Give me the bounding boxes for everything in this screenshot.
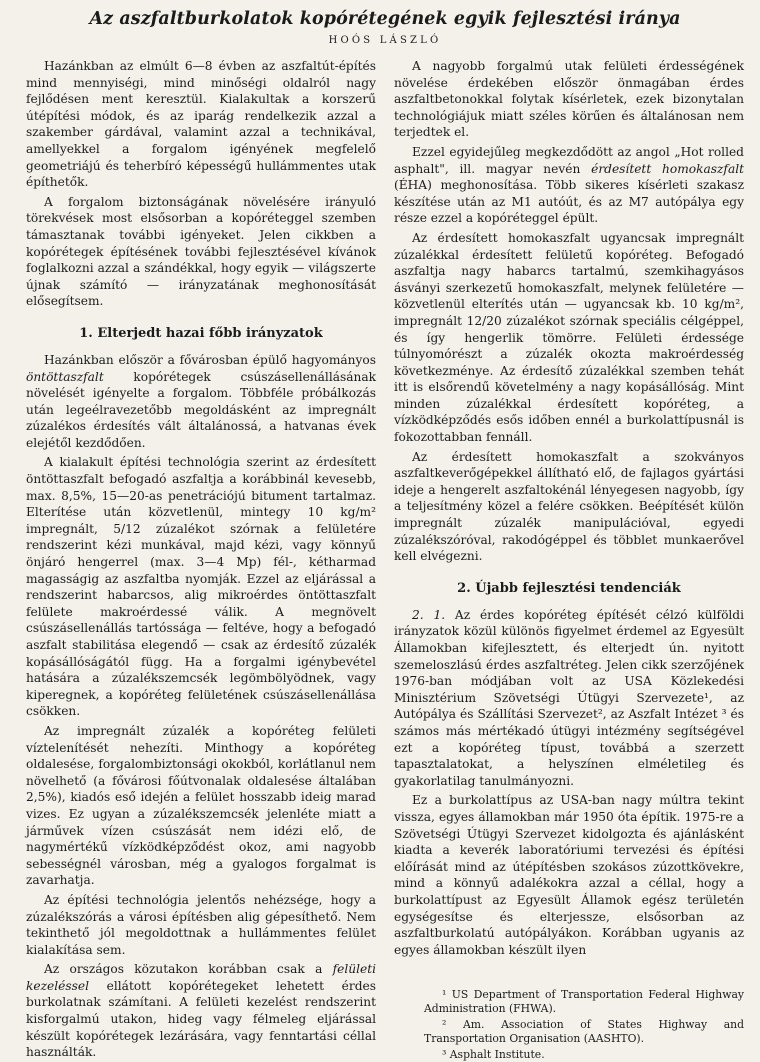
paragraph: Az impregnált zúzalék a kopóréteg felületi víztelenítését nehezíti. Minthogy a kopóréteg oldalesése, forgalombiztonsági okokból, korlátlanul nem növelhető (a fővárosi főútvonalak oldalesése általában 2,5%), kiadós eső idején a felület hosszabb ideig marad vizes. Ez ugyan a zúzalékszemcsék jelenléte miatt a járművek vízen csúszását nem idézi elő, de nagymértékű vízködképződést okoz, ami nagyobb sebességnél városban, még a gyalogos forgalmat is zavarhatja. xyxy=(26,723,376,888)
section-heading: 1. Elterjedt hazai főbb irányzatok xyxy=(79,325,323,341)
paragraph: 2. 1. Az érdes kopóréteg építését célzó külföldi irányzatok közül különös figyelmet érdemel az Egyesült Államokban kifejlesztett, és elterjedt ún. nyitott szemeloszlású érdes aszfaltréteg. Jelen cikk szerzőjének 1976-ban módjában volt az USA Közlekedési Minisztérium Szövetségi Útügyi Szervezete¹, az Autópálya és Szállítási Szervezet², az Aszfalt Intézet ³ és számos más mértékadó útügyi intézmény segítségével ezt a kopóréteg típust, továbbá a szerzett tapasztalatokat, a helyszínen elméletileg és gyakorlatilag tanulmányozni. xyxy=(394,607,744,788)
paragraph: Az érdesített homokaszfalt a szokványos aszfaltkeverőgépekkel állítható elő, de fajlagos gyártási ideje a hengerelt aszfaltokénál lényegesen nagyobb, így a teljesítmény közel a felére csökken. Beépítését külön impregnált zúzalék manipulációval, egyedi zúzalékszóróval, rakodógéppel és többlet munkaerővel kell elvégezni. xyxy=(394,449,744,564)
paragraph: Hazánkban az elmúlt 6—8 évben az aszfaltút-építés mind mennyiségi, mind minőségi oldalról nagy fejlődésen ment keresztül. Kialakultak a korszerű útépítési módok, és az iparág rendelkezik azzal a szakember gárdával, valamint azzal a technikával, amellyekkel a forgalom igényének megfelelő geometriájú és teherbíró képességű hullámmentes utak építhetők. xyxy=(26,59,376,190)
section-heading: 2. Újabb fejlesztési tendenciák xyxy=(457,580,681,596)
paragraph: Az építési technológia jelentős nehézsége, hogy a zúzalékszórás a városi építésben alig gépesíthető. Nem tekinthető jól megoldottnak a hullámmentes felület kialakítása sem. xyxy=(26,892,376,957)
right-column xyxy=(394,58,744,1062)
paragraph: A kialakult építési technológia szerint az érdesített öntöttaszfalt befogadó aszfaltja a korábbinál kevesebb, max. 8,5%, 15—20-as penetrációjú bitument tartalmaz. Elterítése után közvetlenül, mintegy 10 kg/m² impregnált, 5/12 zúzalékot szórnak a felületére rendszerint kézi munkával, majd kézi, vagy könnyű önjáró hengerrel (max. 3—4 Mp) fél-, kétharmad magasságig az aszfaltba nyomják. Ezzel az eljárással a rendszerint habarcsos, alig mikroérdes öntöttaszfalt felülete makroérdessé válik. A megnövelt csúszásellenállás tartóssága — feltéve, hogy a befogadó aszfalt stabilitása elegendő — csak az érdesítő zúzalék kopásállóságától függ. Ha a forgalmi igénybevétel hatására a zúzalékszemcsék legömbölyödnek, vagy kiperegnek, a kopóréteg felületének csúszásellenállása csökken. xyxy=(26,455,376,719)
paragraph: Az országos közutakon korábban csak a felületi kezeléssel ellátott kopórétegeket lehetett érdes burkolatnak számítani. A felületi kezelést rendszerint kisforgalmú utakon, hideg vagy félmeleg eljárással készült kopórétegek lezárására, vagy fenntartási céllal használták. xyxy=(26,962,376,1060)
paragraph: A forgalom biztonságának növelésére irányuló törekvések most elsősorban a kopóréteggel szemben támasztanak további igényeket. Jelen cikkben a kopórétegek építésének további fejlesztésével kívánok foglalkozni azzal a szándékkal, hogy egyik — világszerte újnak számító — irányzatának meghonosítását elősegítsem. xyxy=(26,194,376,309)
paragraph: A nagyobb forgalmú utak felületi érdességének növelése érdekében először önmagában érdes aszfaltbetonokkal folytak kísérletek, ezek bizonytalan technológiájuk miatt széles körűen és általánosan nem terjedtek el. xyxy=(394,59,744,140)
paragraph: Ez a burkolattípus az USA-ban nagy múltra tekint vissza, egyes államokban már 1950 óta építik. 1975-re a Szövetségi Útügyi Szervezet kidolgozta és ajánlásként kiadta a keverék laboratóriumi tervezési és építési előírását mind az útépítésben szokásos zúzottkövekre, mind a könnyű adalékokra azzal a céllal, hogy a burkolattípust az Egyesült Államok egész területén egységesítse és elterjessze, elsősorban az aszfaltburkolatú autópályákon. Korábban ugyanis az egyes államokban készült ilyen xyxy=(394,793,744,957)
paragraph: Ezzel egyidejűleg megkezdődött az angol „Hot rolled asphalt", ill. magyar nevén érdesített homokaszfalt (ÉHA) meghonosítása. Több sikeres kísérleti szakasz készítése után az M1 autóút, és az M7 autópálya egy része ezzel a kopóréteggel épült. xyxy=(394,144,745,226)
article-title: Az aszfaltburkolatok kopórétegének egyik fejlesztési iránya xyxy=(89,9,681,29)
footnote: ¹ US Department of Transportation Federal Highway Administration (FHWA). xyxy=(424,988,744,1015)
paragraph: Hazánkban először a fővárosban épülő hagyományos öntöttaszfalt kopórétegek csúszásellenállásának növelését igényelte a forgalom. Többféle próbálkozás után legeélravezetőbb megoldásként az impregnált zúzalékos érdesítés vált általánossá, a hatvanas évek elejétől kezdődően. xyxy=(26,352,376,450)
footnotes xyxy=(394,988,744,1062)
article-body xyxy=(26,58,744,1062)
footnote: ³ Asphalt Institute. xyxy=(442,1048,545,1062)
left-column xyxy=(26,58,376,1062)
footnote: ² Am. Association of States Highway and Transportation Organisation (AASHTO). xyxy=(424,1018,744,1045)
author-name: HOÓS LÁSZLÓ xyxy=(328,35,442,46)
paragraph: Az érdesített homokaszfalt ugyancsak impregnált zúzalékkal érdesített felületű kopóréteg. Befogadó aszfaltja nagy habarcs tartalmú, szemkihagyásos ásványi szerkezetű homokaszfalt, melynek felületére — közvetlenül elterítés után — ugyancsak kb. 10 kg/m², impregnált 12/20 zúzalékot szórnak speciális célgéppel, és így hengerlik tömörre. Felületi érdessége túlnyomórészt a zúzalék okozta makroérdesség következménye. Az érdesítő zúzalékkal szemben tehát itt is elsőrendű követelmény a nagy kopásállóság. Mint minden zúzalékkal érdesített kopóréteg, a vízködképződés esős időben ennél a burkolattípusnál is fokozottabban fennáll. xyxy=(394,230,744,445)
